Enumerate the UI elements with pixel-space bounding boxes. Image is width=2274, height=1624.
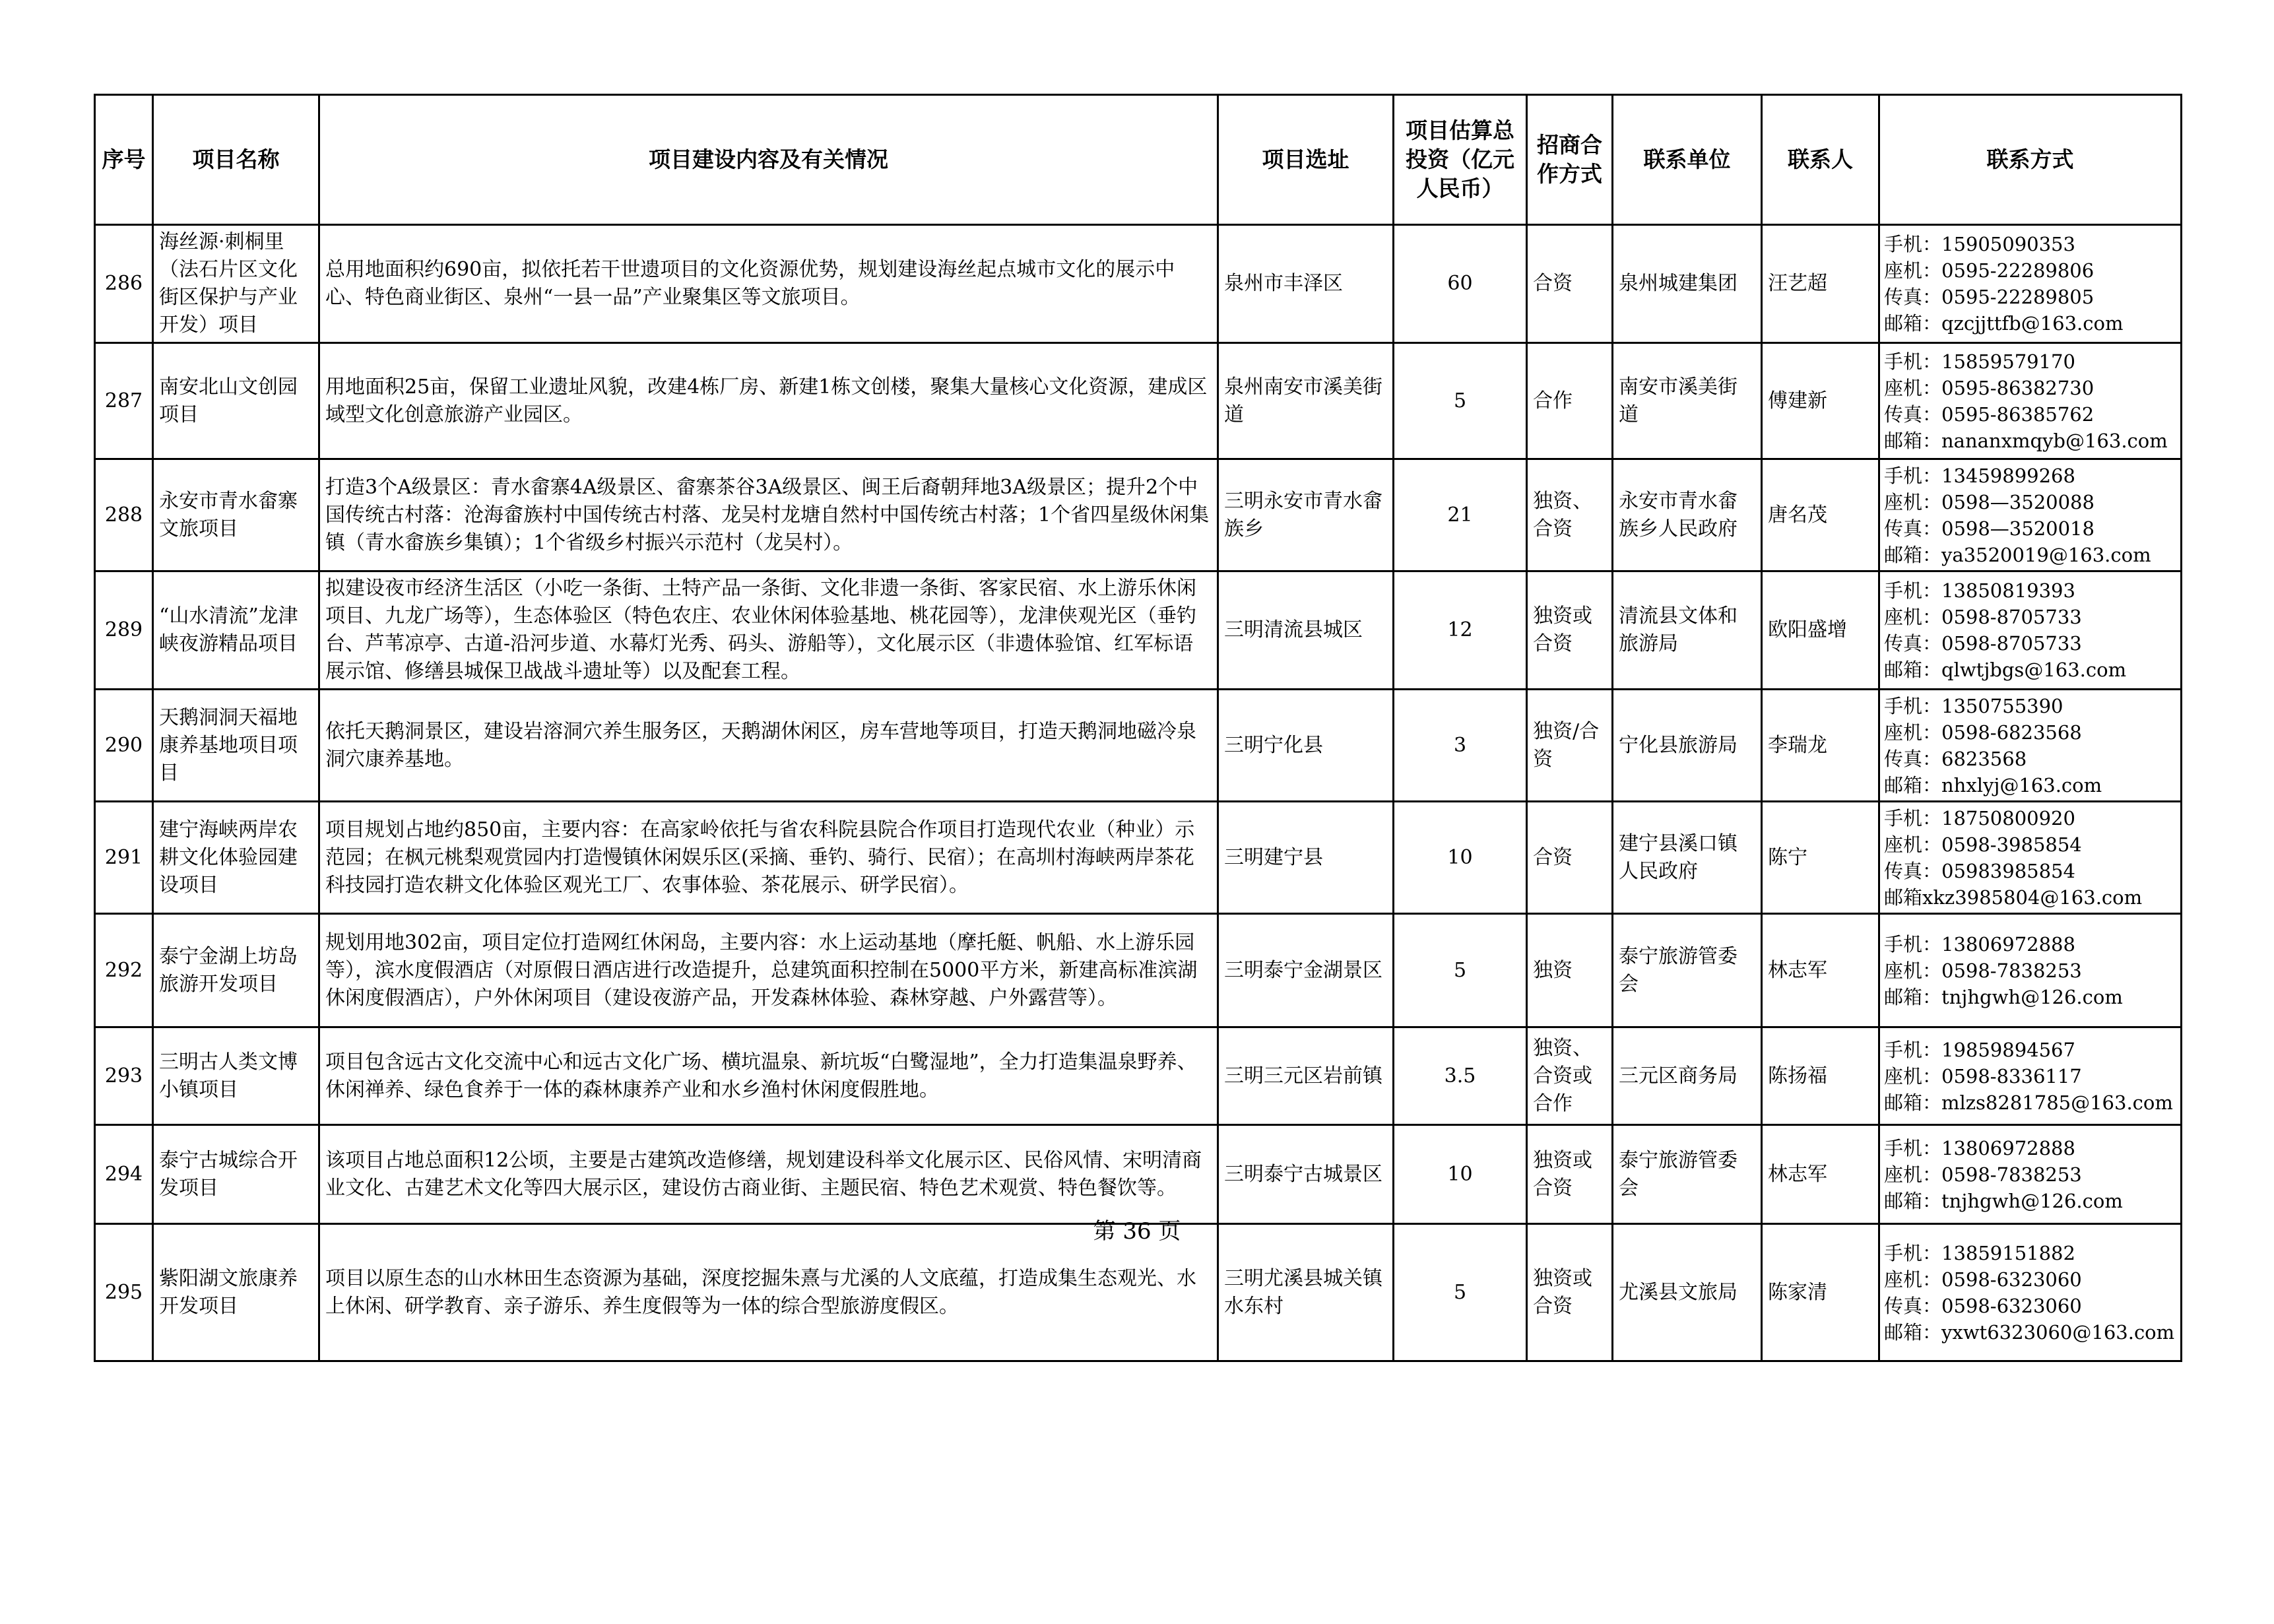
contact-unit-cell: 永安市青水畲族乡人民政府 (1613, 459, 1762, 571)
project-name-cell: “山水清流”龙津峡夜游精品项目 (153, 571, 319, 690)
contact-line: 邮箱：tnjhgwh@126.com (1884, 1189, 2123, 1212)
table-row (95, 802, 2182, 914)
cooperation-mode-cell: 独资或合资 (1527, 1224, 1613, 1361)
contact-line: 邮箱：ya3520019@163.com (1884, 543, 2151, 566)
row-number-cell: 287 (95, 343, 153, 459)
contact-line: 传真：0598-6323060 (1884, 1294, 2082, 1317)
contact-line: 传真：0595-22289805 (1884, 286, 2095, 308)
contact-info-cell (1879, 225, 2182, 343)
contact-line: 手机：13850819393 (1884, 579, 2075, 602)
project-name-cell: 南安北山文创园项目 (153, 343, 319, 459)
contact-info-cell (1879, 914, 2182, 1027)
contact-line: 手机：13806972888 (1884, 932, 2075, 956)
contact-line: 手机：13806972888 (1884, 1136, 2075, 1159)
contact-unit-cell: 清流县文体和旅游局 (1613, 571, 1762, 690)
cooperation-mode-cell: 独资 (1527, 914, 1613, 1027)
contact-info-cell (1879, 459, 2182, 571)
cooperation-mode-cell: 合资 (1527, 802, 1613, 914)
cooperation-mode-cell: 独资、合资 (1527, 459, 1613, 571)
project-content-cell: 用地面积25亩，保留工业遗址风貌，改建4栋厂房、新建1栋文创楼，聚集大量核心文化资源，建成区域型文化创意旅游产业园区。 (319, 343, 1218, 459)
contact-person-cell: 欧阳盛增 (1762, 571, 1879, 690)
contact-line: 手机：15905090353 (1884, 233, 2075, 255)
project-site-cell: 泉州市丰泽区 (1218, 225, 1394, 343)
header-person: 联系人 (1762, 95, 1879, 225)
project-site-cell: 三明泰宁古城景区 (1218, 1125, 1394, 1224)
page-number: 第 36 页 (1093, 1218, 1181, 1245)
project-name-cell: 三明古人类文博小镇项目 (153, 1027, 319, 1125)
contact-line: 传真：0598—3520018 (1884, 517, 2095, 540)
contact-info-cell (1879, 802, 2182, 914)
investment-cell: 60 (1394, 225, 1527, 343)
table-row (95, 571, 2182, 690)
contact-person-cell: 汪艺超 (1762, 225, 1879, 343)
contact-line: 座机：0595-22289806 (1884, 259, 2095, 282)
contact-person-cell: 陈宁 (1762, 802, 1879, 914)
row-number-cell: 292 (95, 914, 153, 1027)
investment-cell: 5 (1394, 1224, 1527, 1361)
project-content-cell: 项目包含远古文化交流中心和远古文化广场、横坑温泉、新坑坂“白鹭湿地”，全力打造集温泉野养、休闲禅养、绿色食养于一体的森林康养产业和水乡渔村休闲度假胜地。 (319, 1027, 1218, 1125)
project-site-cell: 三明宁化县 (1218, 690, 1394, 802)
row-number-cell: 286 (95, 225, 153, 343)
header-content: 项目建设内容及有关情况 (319, 95, 1218, 225)
contact-line: 邮箱：nhxlyj@163.com (1884, 773, 2102, 796)
contact-line: 邮箱：nananxmqyb@163.com (1884, 429, 2168, 452)
project-content-cell: 打造3个A级景区：青水畲寨4A级景区、畲寨茶谷3A级景区、闽王后裔朝拜地3A级景区；提升2个中国传统古村落：沧海畲族村中国传统古村落、龙吴村龙塘自然村中国传统古村落；1个省四星级休闲集镇（青水畲族乡集镇）；1个省级乡村振兴示范村（龙吴村）。 (319, 459, 1218, 571)
contact-line: 邮箱：mlzs8281785@163.com (1884, 1091, 2173, 1114)
table-row (95, 690, 2182, 802)
project-content-cell: 总用地面积约690亩，拟依托若干世遗项目的文化资源优势，规划建设海丝起点城市文化的展示中心、特色商业街区、泉州“一县一品”产业聚集区等文旅项目。 (319, 225, 1218, 343)
contact-line: 传真：05983985854 (1884, 859, 2075, 882)
row-number-cell: 288 (95, 459, 153, 571)
contact-unit-cell: 泰宁旅游管委会 (1613, 914, 1762, 1027)
contact-person-cell: 陈扬福 (1762, 1027, 1879, 1125)
row-number-cell: 294 (95, 1125, 153, 1224)
row-number-cell: 291 (95, 802, 153, 914)
project-site-cell: 三明尤溪县城关镇水东村 (1218, 1224, 1394, 1361)
contact-line: 手机：19859894567 (1884, 1038, 2075, 1061)
row-number-cell: 293 (95, 1027, 153, 1125)
header-site: 项目选址 (1218, 95, 1394, 225)
header-row (95, 95, 2182, 225)
cooperation-mode-cell: 合作 (1527, 343, 1613, 459)
project-site-cell: 三明建宁县 (1218, 802, 1394, 914)
contact-line: 座机：0598-8336117 (1884, 1064, 2082, 1088)
row-number-cell: 290 (95, 690, 153, 802)
contact-line: 座机：0598-6823568 (1884, 721, 2082, 744)
table-row (95, 225, 2182, 343)
project-name-cell: 紫阳湖文旅康养开发项目 (153, 1224, 319, 1361)
investment-cell: 3.5 (1394, 1027, 1527, 1125)
contact-info-cell (1879, 690, 2182, 802)
projects-table (94, 94, 2182, 1362)
contact-person-cell: 陈家清 (1762, 1224, 1879, 1361)
contact-line: 传真：0598-8705733 (1884, 632, 2082, 655)
contact-person-cell: 林志军 (1762, 1125, 1879, 1224)
investment-cell: 3 (1394, 690, 1527, 802)
cooperation-mode-cell: 独资/合资 (1527, 690, 1613, 802)
header-unit: 联系单位 (1613, 95, 1762, 225)
contact-line: 座机：0598-6323060 (1884, 1268, 2082, 1291)
contact-line: 手机：1350755390 (1884, 694, 2063, 717)
contact-line: 座机：0598-7838253 (1884, 959, 2082, 982)
project-site-cell: 三明泰宁金湖景区 (1218, 914, 1394, 1027)
project-content-cell: 规划用地302亩，项目定位打造网红休闲岛，主要内容：水上运动基地（摩托艇、帆船、水上游乐园等），滨水度假酒店（对原假日酒店进行改造提升，总建筑面积控制在5000平方米，新建高标准滨湖休闲度假酒店），户外休闲项目（建设夜游产品，开发森林体验、森林穿越、户外露营等）。 (319, 914, 1218, 1027)
header-contact: 联系方式 (1879, 95, 2182, 225)
table-row (95, 459, 2182, 571)
header-investment: 项目估算总投资（亿元人民币） (1394, 95, 1527, 225)
contact-info-cell (1879, 571, 2182, 690)
contact-line: 座机：0595-86382730 (1884, 376, 2095, 399)
project-content-cell: 拟建设夜市经济生活区（小吃一条街、土特产品一条街、文化非遗一条街、客家民宿、水上游乐休闲项目、九龙广场等），生态体验区（特色农庄、农业休闲体验基地、桃花园等），龙津侠观光区（垂钓台、芦苇凉亭、古道-沿河步道、水幕灯光秀、码头、游船等），文化展示区（非遗体验馆、红军标语展示馆、修缮县城保卫战战斗遗址等）以及配套工程。 (319, 571, 1218, 690)
cooperation-mode-cell: 合资 (1527, 225, 1613, 343)
investment-cell: 21 (1394, 459, 1527, 571)
contact-unit-cell: 尤溪县文旅局 (1613, 1224, 1762, 1361)
contact-unit-cell: 南安市溪美街道 (1613, 343, 1762, 459)
table-row (95, 343, 2182, 459)
project-site-cell: 三明三元区岩前镇 (1218, 1027, 1394, 1125)
project-site-cell: 三明永安市青水畲族乡 (1218, 459, 1394, 571)
project-site-cell: 泉州南安市溪美街道 (1218, 343, 1394, 459)
project-name-cell: 泰宁金湖上坊岛旅游开发项目 (153, 914, 319, 1027)
project-site-cell: 三明清流县城区 (1218, 571, 1394, 690)
investment-cell: 12 (1394, 571, 1527, 690)
project-name-cell: 海丝源·刺桐里（法石片区文化街区保护与产业开发）项目 (153, 225, 319, 343)
contact-unit-cell: 泰宁旅游管委会 (1613, 1125, 1762, 1224)
contact-unit-cell: 建宁县溪口镇人民政府 (1613, 802, 1762, 914)
project-content-cell: 依托天鹅洞景区，建设岩溶洞穴养生服务区，天鹅湖休闲区，房车营地等项目，打造天鹅洞地磁冷泉洞穴康养基地。 (319, 690, 1218, 802)
investment-cell: 10 (1394, 802, 1527, 914)
project-content-cell: 该项目占地总面积12公顷，主要是古建筑改造修缮，规划建设科举文化展示区、民俗风情、宋明清商业文化、古建艺术文化等四大展示区，建设仿古商业街、主题民宿、特色艺术观赏、特色餐饮等。 (319, 1125, 1218, 1224)
investment-cell: 5 (1394, 343, 1527, 459)
table-row (95, 914, 2182, 1027)
contact-person-cell: 李瑞龙 (1762, 690, 1879, 802)
row-number-cell: 295 (95, 1224, 153, 1361)
contact-line: 座机：0598-8705733 (1884, 606, 2082, 628)
contact-person-cell: 唐名茂 (1762, 459, 1879, 571)
contact-line: 手机：13859151882 (1884, 1241, 2075, 1264)
header-mode: 招商合作方式 (1527, 95, 1613, 225)
cooperation-mode-cell: 独资或合资 (1527, 571, 1613, 690)
contact-line: 传真：0595-86385762 (1884, 403, 2095, 426)
contact-unit-cell: 三元区商务局 (1613, 1027, 1762, 1125)
project-name-cell: 泰宁古城综合开发项目 (153, 1125, 319, 1224)
contact-line: 座机：0598-7838253 (1884, 1163, 2082, 1186)
contact-line: 手机：13459899268 (1884, 464, 2075, 487)
table-row (95, 1125, 2182, 1224)
cooperation-mode-cell: 独资、合资或合作 (1527, 1027, 1613, 1125)
project-name-cell: 永安市青水畲寨文旅项目 (153, 459, 319, 571)
contact-line: 邮箱：tnjhgwh@126.com (1884, 985, 2123, 1008)
contact-info-cell (1879, 343, 2182, 459)
row-number-cell: 289 (95, 571, 153, 690)
header-no: 序号 (95, 95, 153, 225)
contact-person-cell: 傅建新 (1762, 343, 1879, 459)
contact-person-cell: 林志军 (1762, 914, 1879, 1027)
contact-line: 邮箱xkz3985804@163.com (1884, 886, 2143, 909)
contact-info-cell (1879, 1027, 2182, 1125)
table-row (95, 1027, 2182, 1125)
project-content-cell: 项目以原生态的山水林田生态资源为基础，深度挖掘朱熹与尤溪的人文底蕴，打造成集生态观光、水上休闲、研学教育、亲子游乐、养生度假等为一体的综合型旅游度假区。 (319, 1224, 1218, 1361)
project-name-cell: 建宁海峡两岸农耕文化体验园建设项目 (153, 802, 319, 914)
contact-line: 邮箱：qlwtjbgs@163.com (1884, 659, 2127, 681)
contact-line: 座机：0598-3985854 (1884, 833, 2082, 856)
contact-unit-cell: 宁化县旅游局 (1613, 690, 1762, 802)
contact-line: 手机：18750800920 (1884, 806, 2075, 829)
contact-info-cell (1879, 1125, 2182, 1224)
contact-line: 传真：6823568 (1884, 747, 2027, 770)
contact-line: 座机：0598—3520088 (1884, 490, 2095, 513)
contact-line: 邮箱：yxwt6323060@163.com (1884, 1320, 2175, 1344)
cooperation-mode-cell: 独资或合资 (1527, 1125, 1613, 1224)
contact-line: 手机：15859579170 (1884, 350, 2075, 373)
investment-cell: 5 (1394, 914, 1527, 1027)
project-content-cell: 项目规划占地约850亩，主要内容：在高家岭依托与省农科院县院合作项目打造现代农业（种业）示范园；在枫元桃梨观赏园内打造慢镇休闲娱乐区(采摘、垂钓、骑行、民宿）；在高圳村海峡两岸茶花科技园打造农耕文化体验区观光工厂、农事体验、茶花展示、研学民宿）。 (319, 802, 1218, 914)
project-name-cell: 天鹅洞洞天福地康养基地项目项目 (153, 690, 319, 802)
contact-line: 邮箱：qzcjjttfb@163.com (1884, 312, 2124, 335)
investment-cell: 10 (1394, 1125, 1527, 1224)
contact-unit-cell: 泉州城建集团 (1613, 225, 1762, 343)
header-name: 项目名称 (153, 95, 319, 225)
